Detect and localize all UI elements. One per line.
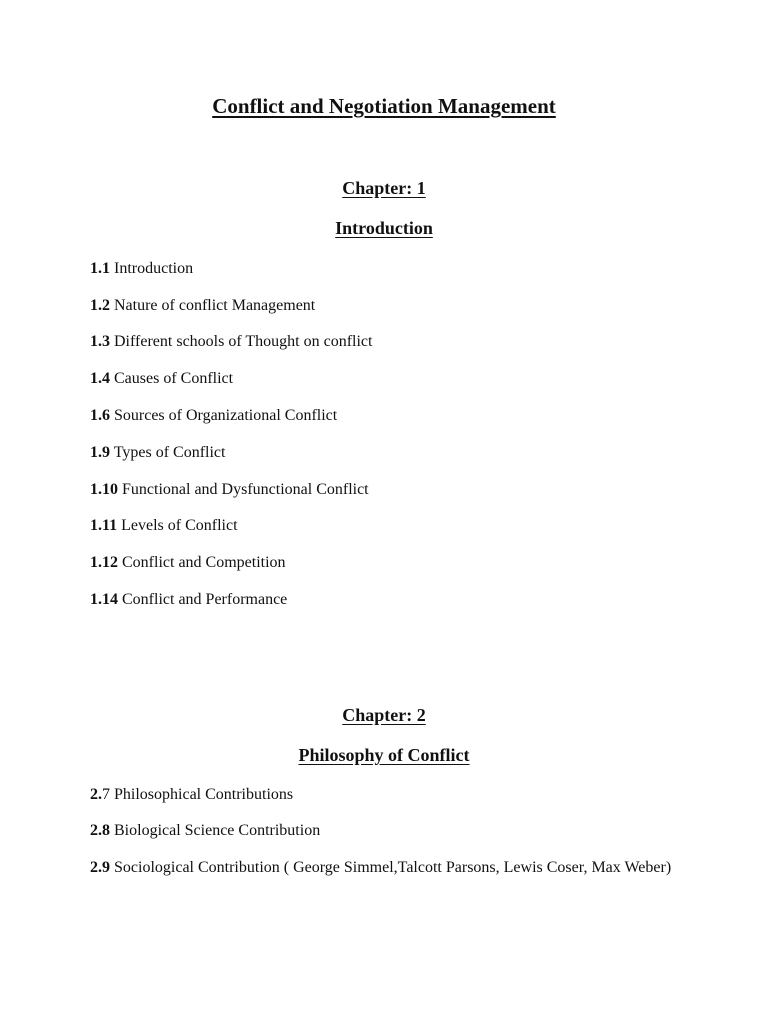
toc-item xyxy=(90,589,690,611)
toc-item-number: 1.9 xyxy=(90,444,110,461)
toc-item xyxy=(90,405,690,427)
toc-item-text: Different schools of Thought on conflict xyxy=(114,333,373,350)
toc-item-text: Introduction xyxy=(114,260,194,277)
toc-item-text: Sources of Organizational Conflict xyxy=(114,407,338,424)
chapter-1-label: Chapter: 1 xyxy=(342,178,426,198)
toc-item-text: Philosophical Contributions xyxy=(114,786,294,803)
toc-item xyxy=(90,442,690,464)
toc-item-number: 1.11 xyxy=(90,517,118,534)
toc-item-text: Causes of Conflict xyxy=(114,370,234,387)
toc-item-text: Levels of Conflict xyxy=(121,517,238,534)
toc-item xyxy=(90,552,690,574)
toc-item xyxy=(90,295,690,317)
toc-item-number: 1.10 xyxy=(90,481,118,498)
toc-item-number: 1.3 xyxy=(90,333,110,350)
toc-item-number: 2.8 xyxy=(90,822,110,839)
toc-item xyxy=(90,479,690,501)
toc-item-text: Functional and Dysfunctional Conflict xyxy=(122,481,369,498)
toc-item xyxy=(90,857,690,879)
toc-item-number: 1.4 xyxy=(90,370,110,387)
toc-item xyxy=(90,820,690,842)
toc-item-number: 1.12 xyxy=(90,554,118,571)
toc-item-number: 1.1 xyxy=(90,260,110,277)
chapter-2-label: Chapter: 2 xyxy=(342,705,426,725)
toc-item-text: Biological Science Contribution xyxy=(114,822,321,839)
toc-item-text: Conflict and Competition xyxy=(122,554,286,571)
chapter-1-title: Introduction xyxy=(335,218,433,238)
toc-item-number: 1.2 xyxy=(90,297,110,314)
toc-item xyxy=(90,784,690,806)
chapter-2-title: Philosophy of Conflict xyxy=(298,745,470,765)
toc-item-text: Nature of conflict Management xyxy=(114,297,316,314)
toc-item-number: 1.6 xyxy=(90,407,110,424)
toc-item xyxy=(90,331,690,353)
toc-item-text: Conflict and Performance xyxy=(122,591,288,608)
toc-item xyxy=(90,368,690,390)
toc-item-number: 1.14 xyxy=(90,591,118,608)
toc-item-number-major: 2. xyxy=(90,786,102,803)
toc-item-number: 2.9 xyxy=(90,859,110,876)
toc-item-number xyxy=(90,786,110,803)
toc-item xyxy=(90,258,690,280)
document-title: Conflict and Negotiation Management xyxy=(212,94,556,118)
toc-item-text: Types of Conflict xyxy=(113,444,226,461)
toc-item-number-minor: 7 xyxy=(102,786,110,803)
toc-item-text: Sociological Contribution ( George Simmel,Talcott Parsons, Lewis Coser, Max Weber) xyxy=(114,859,672,876)
toc-item xyxy=(90,515,690,537)
